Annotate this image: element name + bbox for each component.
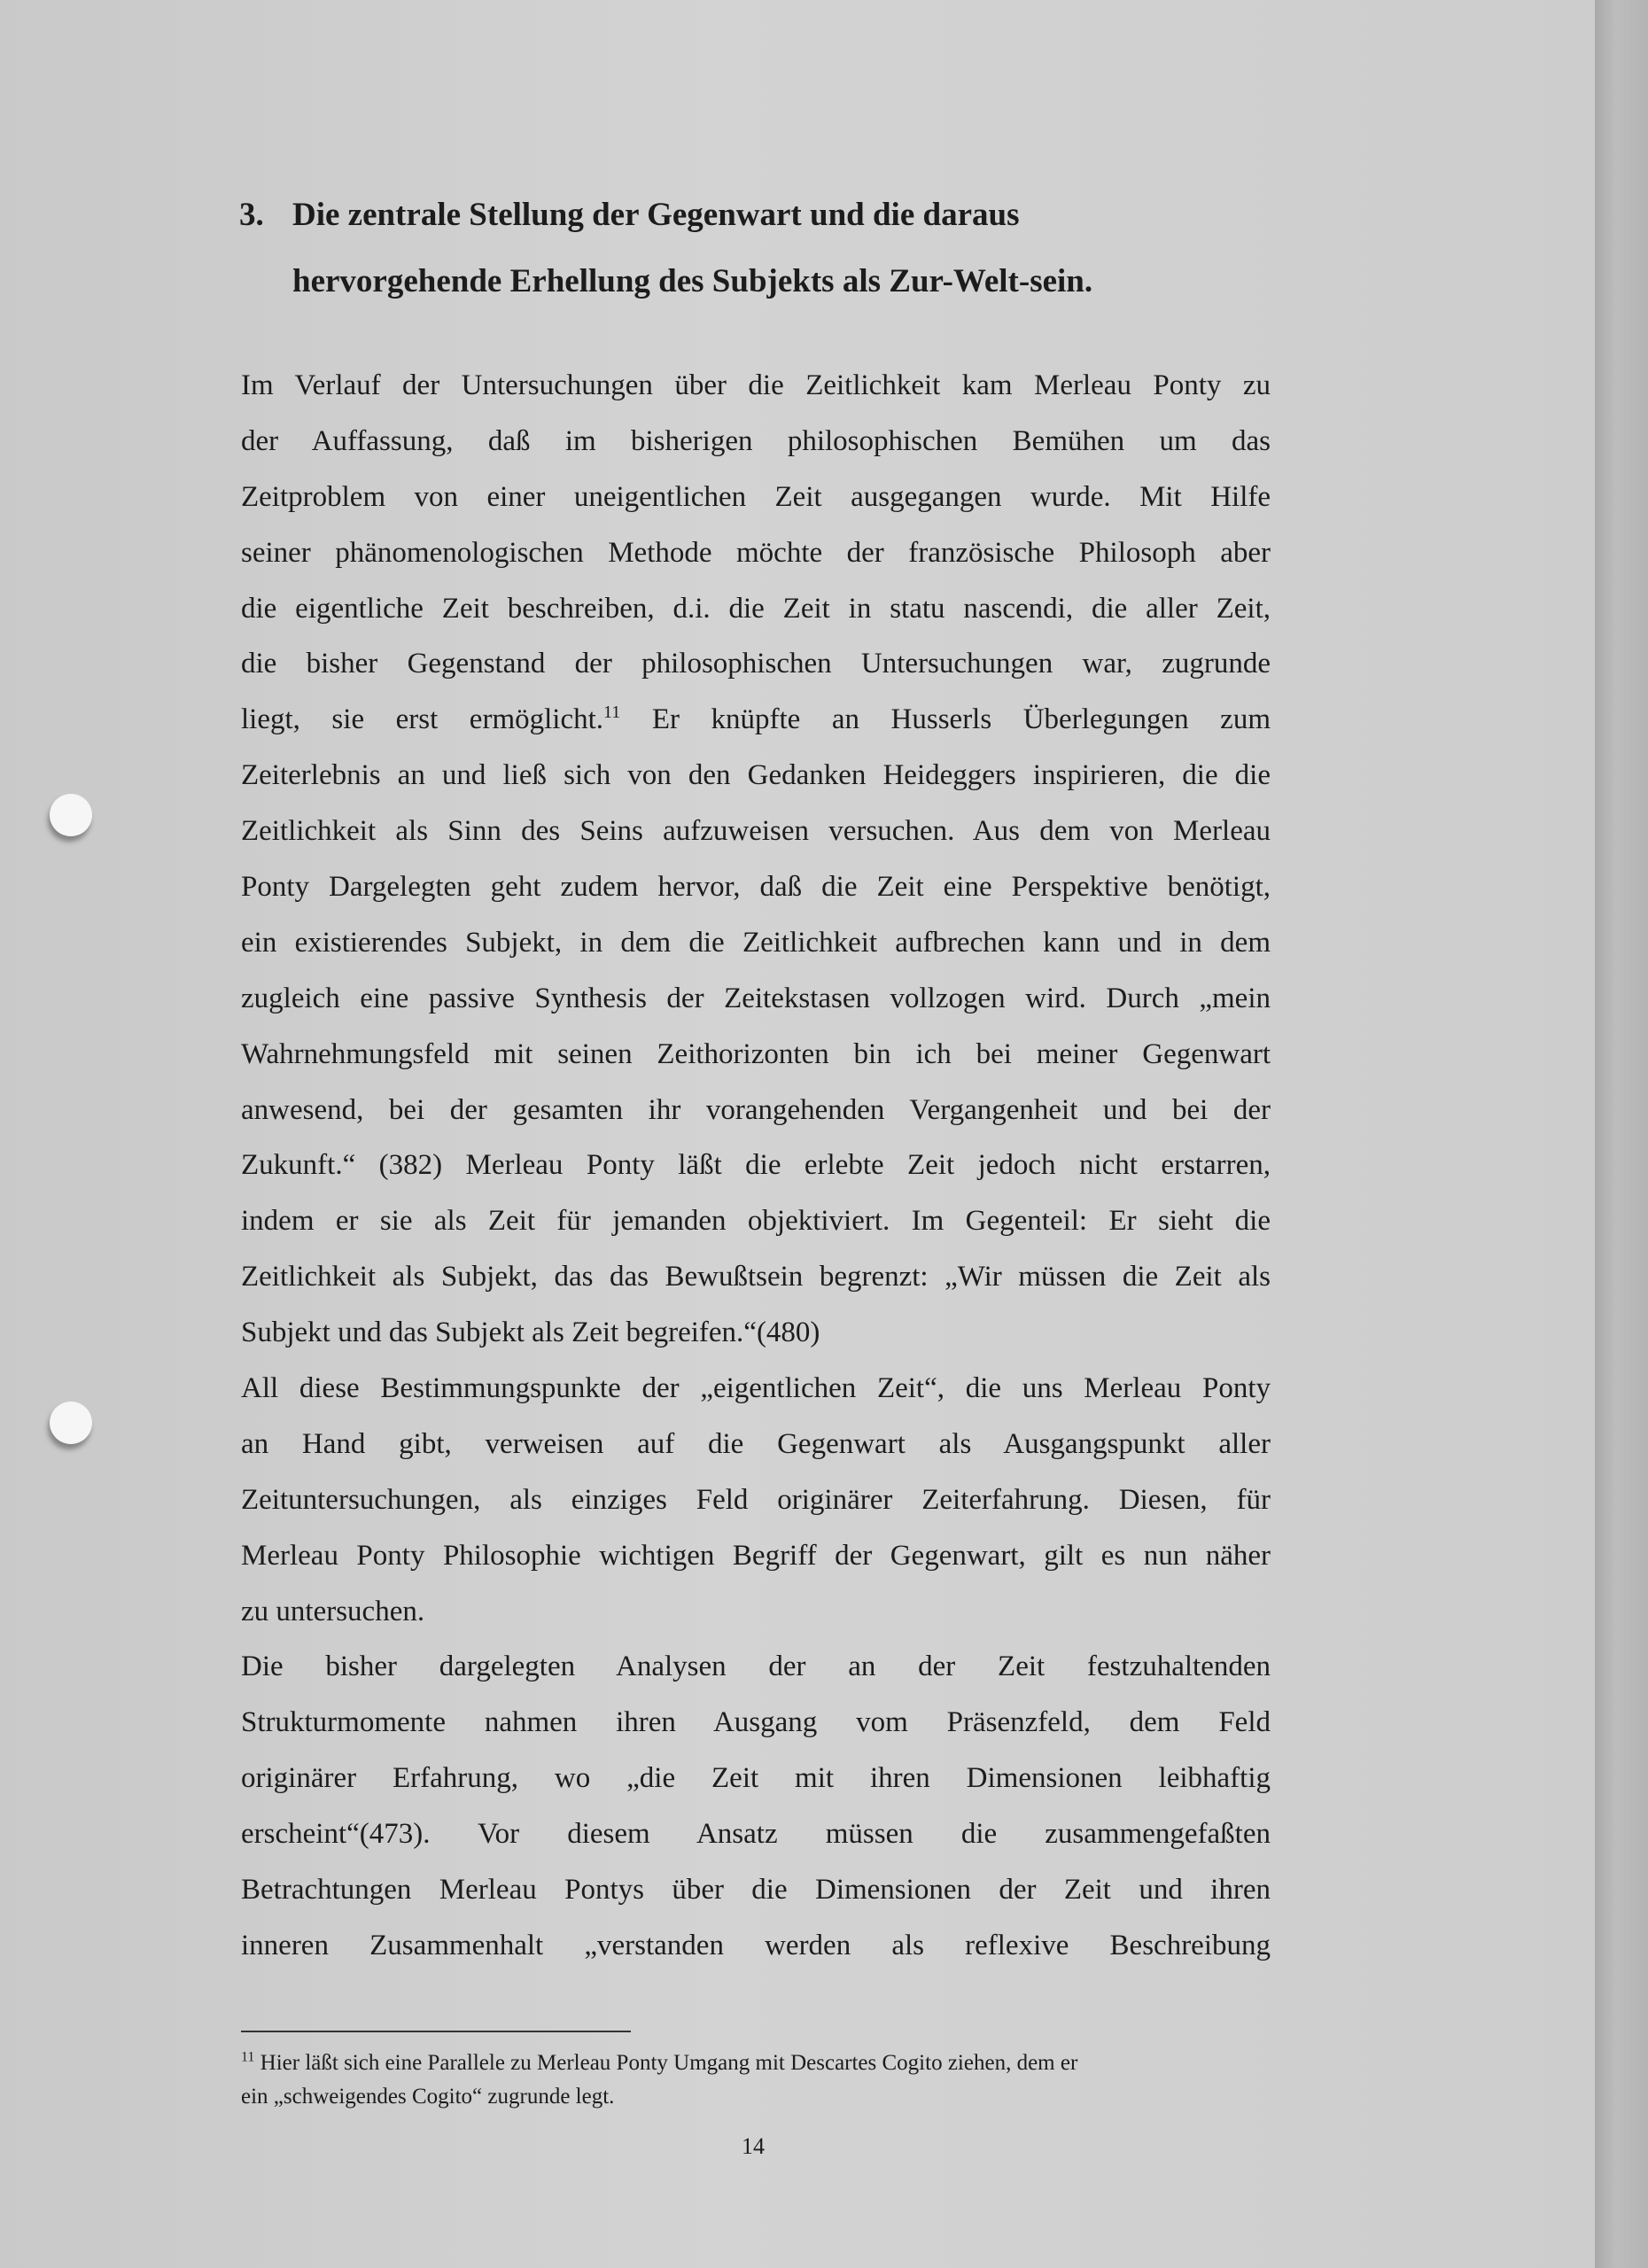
text-line: inneren Zusammenhalt „verstanden werden als reflexive Beschreibung (241, 1929, 1271, 1961)
text-line: originärer Erfahrung, wo „die Zeit mit ihren Dimensionen leibhaftig (241, 1762, 1271, 1795)
section-heading (239, 182, 1267, 315)
text-line: Zeiterlebnis an und ließ sich von den Gedanken Heideggers inspirieren, die die (241, 759, 1271, 792)
body-text (241, 358, 1271, 1974)
punch-hole-top (50, 794, 92, 836)
text-line: die eigentliche Zeit beschreiben, d.i. die Zeit in statu nascendi, die aller Zeit, (241, 592, 1271, 625)
punch-hole-bottom (50, 1402, 92, 1444)
text-line: ein existierendes Subjekt, in dem die Zeitlichkeit aufbrechen kann und in dem (241, 926, 1271, 959)
text-line: an Hand gibt, verweisen auf die Gegenwart als Ausgangspunkt aller (241, 1427, 1271, 1460)
footnote-reference: 11 (603, 703, 621, 723)
text-line: zugleich eine passive Synthesis der Zeitekstasen vollzogen wird. Durch „mein (241, 982, 1271, 1014)
footnote (241, 2047, 1269, 2114)
text-line: Zeitlichkeit als Subjekt, das das Bewußtsein begrenzt: „Wir müssen die Zeit als (241, 1261, 1271, 1293)
text-line: anwesend, bei der gesamten ihr vorangehenden Vergangenheit und bei der (241, 1093, 1271, 1126)
text-line-with-footnote-ref: liegt, sie erst ermöglicht.$^{11}$ Er knüpfte an Husserls Überlegungen zum (241, 703, 1271, 736)
page-number: 14 (742, 2133, 765, 2159)
text-line: Zeitlichkeit als Sinn des Seins aufzuweisen versuchen. Aus dem von Merleau (241, 815, 1271, 848)
text-line: Ponty Dargelegten geht zudem hervor, daß die Zeit eine Perspektive benötigt, (241, 871, 1271, 904)
text-line: Zeituntersuchungen, als einziges Feld originärer Zeiterfahrung. Diesen, für (241, 1483, 1271, 1516)
text-line: Merleau Ponty Philosophie wichtigen Begriff der Gegenwart, gilt es nun näher (241, 1539, 1271, 1572)
text-line: Betrachtungen Merleau Pontys über die Dimensionen der Zeit und ihren (241, 1874, 1271, 1907)
text-line: All diese Bestimmungspunkte der „eigentlichen Zeit“, die uns Merleau Ponty (241, 1372, 1271, 1405)
section-number: 3. (239, 197, 264, 233)
footnote-line-2: ein „schweigendes Cogito“ zugrunde legt. (241, 2085, 615, 2109)
text-line: Strukturmomente nahmen ihren Ausgang vom Präsenzfeld, dem Feld (241, 1706, 1271, 1739)
text-line: erscheint“(473). Vor diesem Ansatz müssen die zusammengefaßten (241, 1818, 1271, 1851)
footnote-marker: 11 (241, 2049, 255, 2065)
text-line: Zukunft.“ (382) Merleau Ponty läßt die erlebte Zeit jedoch nicht erstarren, (241, 1149, 1271, 1182)
scanner-edge (1595, 0, 1648, 2268)
heading-line-2: hervorgehende Erhellung des Subjekts als Zur-Welt-sein. (292, 263, 1093, 299)
text-line: der Auffassung, daß im bisherigen philosophischen Bemühen um das (241, 424, 1271, 457)
text-line: Subjekt und das Subjekt als Zeit begreifen.“(480) (241, 1317, 820, 1349)
text-line: Zeitproblem von einer uneigentlichen Zeit ausgegangen wurde. Mit Hilfe (241, 480, 1271, 513)
text-line: seiner phänomenologischen Methode möchte der französische Philosoph aber (241, 536, 1271, 569)
heading-line-1: Die zentrale Stellung der Gegenwart und die daraus (292, 197, 1020, 233)
text-line: indem er sie als Zeit für jemanden objektiviert. Im Gegenteil: Er sieht die (241, 1205, 1271, 1238)
footnote-separator (241, 2031, 631, 2032)
text-line: die bisher Gegenstand der philosophischen Untersuchungen war, zugrunde (241, 648, 1271, 680)
text-line: Im Verlauf der Untersuchungen über die Zeitlichkeit kam Merleau Ponty zu (241, 369, 1271, 401)
text-line: zu untersuchen. (241, 1595, 425, 1627)
text-line: Wahrnehmungsfeld mit seinen Zeithorizonten bin ich bei meiner Gegenwart (241, 1037, 1271, 1070)
footnote-line-1: $^{11}$ Hier läßt sich eine Parallele zu Merleau Ponty Umgang mit Descartes Cogito ziehen, dem er (241, 2049, 1078, 2075)
text-line: Die bisher dargelegten Analysen der an der Zeit festzuhaltenden (241, 1651, 1271, 1683)
